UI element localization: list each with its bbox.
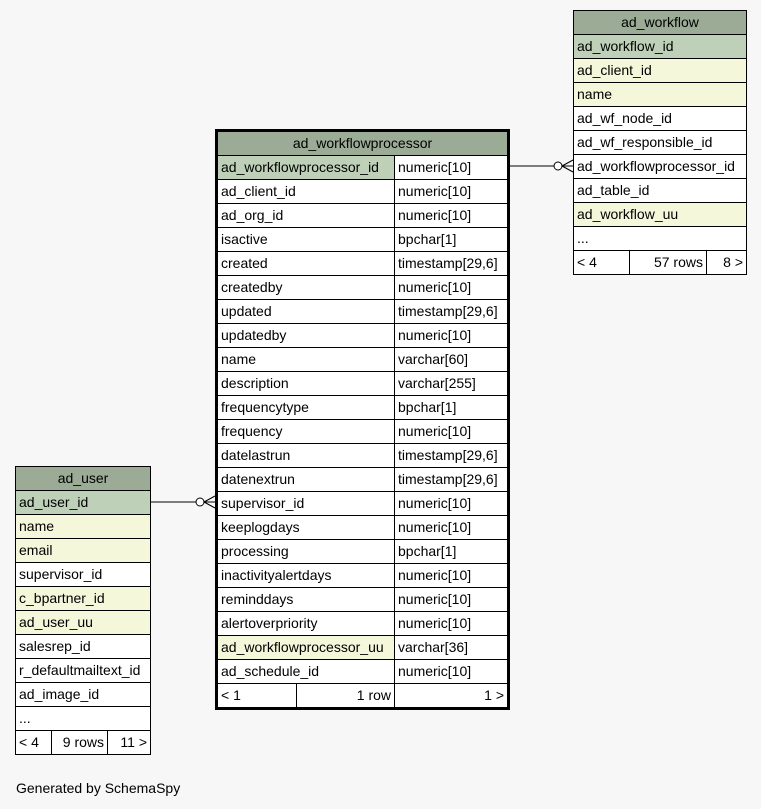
column-type: varchar[60] <box>395 348 509 372</box>
column-name[interactable]: updatedby <box>217 324 395 348</box>
column-row[interactable]: c_bpartner_id <box>16 587 151 611</box>
column-type: numeric[10] <box>395 612 509 636</box>
row-count: 1 row <box>297 684 395 709</box>
column-name[interactable]: created <box>217 252 395 276</box>
table-ad-workflow[interactable] <box>573 10 747 275</box>
parents-count: < 1 <box>217 684 297 709</box>
column-type: numeric[10] <box>395 420 509 444</box>
children-count: 8 > <box>707 251 747 275</box>
table-title[interactable]: ad_user <box>16 467 151 491</box>
column-type: numeric[10] <box>395 204 509 228</box>
column-name[interactable]: alertoverpriority <box>217 612 395 636</box>
table-ad-workflowprocessor[interactable] <box>215 129 510 710</box>
column-name[interactable]: ad_workflowprocessor_id <box>217 156 395 180</box>
column-type: numeric[10] <box>395 156 509 180</box>
column-name[interactable]: reminddays <box>217 588 395 612</box>
column-name[interactable]: processing <box>217 540 395 564</box>
column-type: numeric[10] <box>395 492 509 516</box>
column-name[interactable]: createdby <box>217 276 395 300</box>
column-type: numeric[10] <box>395 564 509 588</box>
table-title[interactable]: ad_workflow <box>574 11 747 35</box>
column-name[interactable]: ad_schedule_id <box>217 660 395 684</box>
column-name[interactable]: ad_workflowprocessor_uu <box>217 636 395 660</box>
parents-count: < 4 <box>574 251 630 275</box>
column-type: numeric[10] <box>395 516 509 540</box>
row-count: 9 rows <box>52 731 108 755</box>
column-name[interactable]: isactive <box>217 228 395 252</box>
column-type: numeric[10] <box>395 180 509 204</box>
column-row[interactable]: salesrep_id <box>16 635 151 659</box>
column-type: timestamp[29,6] <box>395 252 509 276</box>
column-type: bpchar[1] <box>395 228 509 252</box>
column-name[interactable]: name <box>217 348 395 372</box>
column-row[interactable]: ad_table_id <box>574 179 747 203</box>
column-row[interactable]: r_defaultmailtext_id <box>16 659 151 683</box>
table-ad-user[interactable] <box>15 466 151 755</box>
generated-by-label: Generated by SchemaSpy <box>16 780 181 796</box>
children-count: 1 > <box>395 684 509 709</box>
column-name[interactable]: keeplogdays <box>217 516 395 540</box>
column-type: numeric[10] <box>395 588 509 612</box>
row-count: 57 rows <box>630 251 707 275</box>
table-title[interactable]: ad_workflowprocessor <box>217 131 509 156</box>
column-name[interactable]: frequencytype <box>217 396 395 420</box>
column-name[interactable]: description <box>217 372 395 396</box>
column-type: timestamp[29,6] <box>395 468 509 492</box>
column-row[interactable]: ad_user_uu <box>16 611 151 635</box>
column-row[interactable]: supervisor_id <box>16 563 151 587</box>
column-type: varchar[36] <box>395 636 509 660</box>
column-name[interactable]: frequency <box>217 420 395 444</box>
column-name[interactable]: datenextrun <box>217 468 395 492</box>
edge-user-to-processor <box>150 496 215 508</box>
column-name[interactable]: datelastrun <box>217 444 395 468</box>
children-count: 11 > <box>108 731 151 755</box>
parents-count: < 4 <box>16 731 52 755</box>
column-row[interactable]: name <box>574 83 747 107</box>
column-row[interactable]: ad_client_id <box>574 59 747 83</box>
column-row[interactable]: name <box>16 515 151 539</box>
column-row[interactable]: ad_workflow_id <box>574 35 747 59</box>
column-row[interactable]: ad_wf_responsible_id <box>574 131 747 155</box>
column-type: numeric[10] <box>395 660 509 684</box>
column-row[interactable]: ad_user_id <box>16 491 151 515</box>
column-row-more[interactable]: ... <box>574 227 747 251</box>
column-row[interactable]: ad_workflow_uu <box>574 203 747 227</box>
column-name[interactable]: ad_client_id <box>217 180 395 204</box>
column-type: numeric[10] <box>395 324 509 348</box>
column-name[interactable]: updated <box>217 300 395 324</box>
column-type: timestamp[29,6] <box>395 444 509 468</box>
column-type: bpchar[1] <box>395 540 509 564</box>
column-name[interactable]: ad_org_id <box>217 204 395 228</box>
column-type: bpchar[1] <box>395 396 509 420</box>
column-row[interactable]: ad_wf_node_id <box>574 107 747 131</box>
column-row[interactable]: ad_workflowprocessor_id <box>574 155 747 179</box>
column-row[interactable]: email <box>16 539 151 563</box>
column-type: timestamp[29,6] <box>395 300 509 324</box>
column-row-more[interactable]: ... <box>16 707 151 731</box>
edge-processor-to-workflow <box>507 160 573 172</box>
column-type: varchar[255] <box>395 372 509 396</box>
column-row[interactable]: ad_image_id <box>16 683 151 707</box>
column-type: numeric[10] <box>395 276 509 300</box>
column-name[interactable]: inactivityalertdays <box>217 564 395 588</box>
column-name[interactable]: supervisor_id <box>217 492 395 516</box>
